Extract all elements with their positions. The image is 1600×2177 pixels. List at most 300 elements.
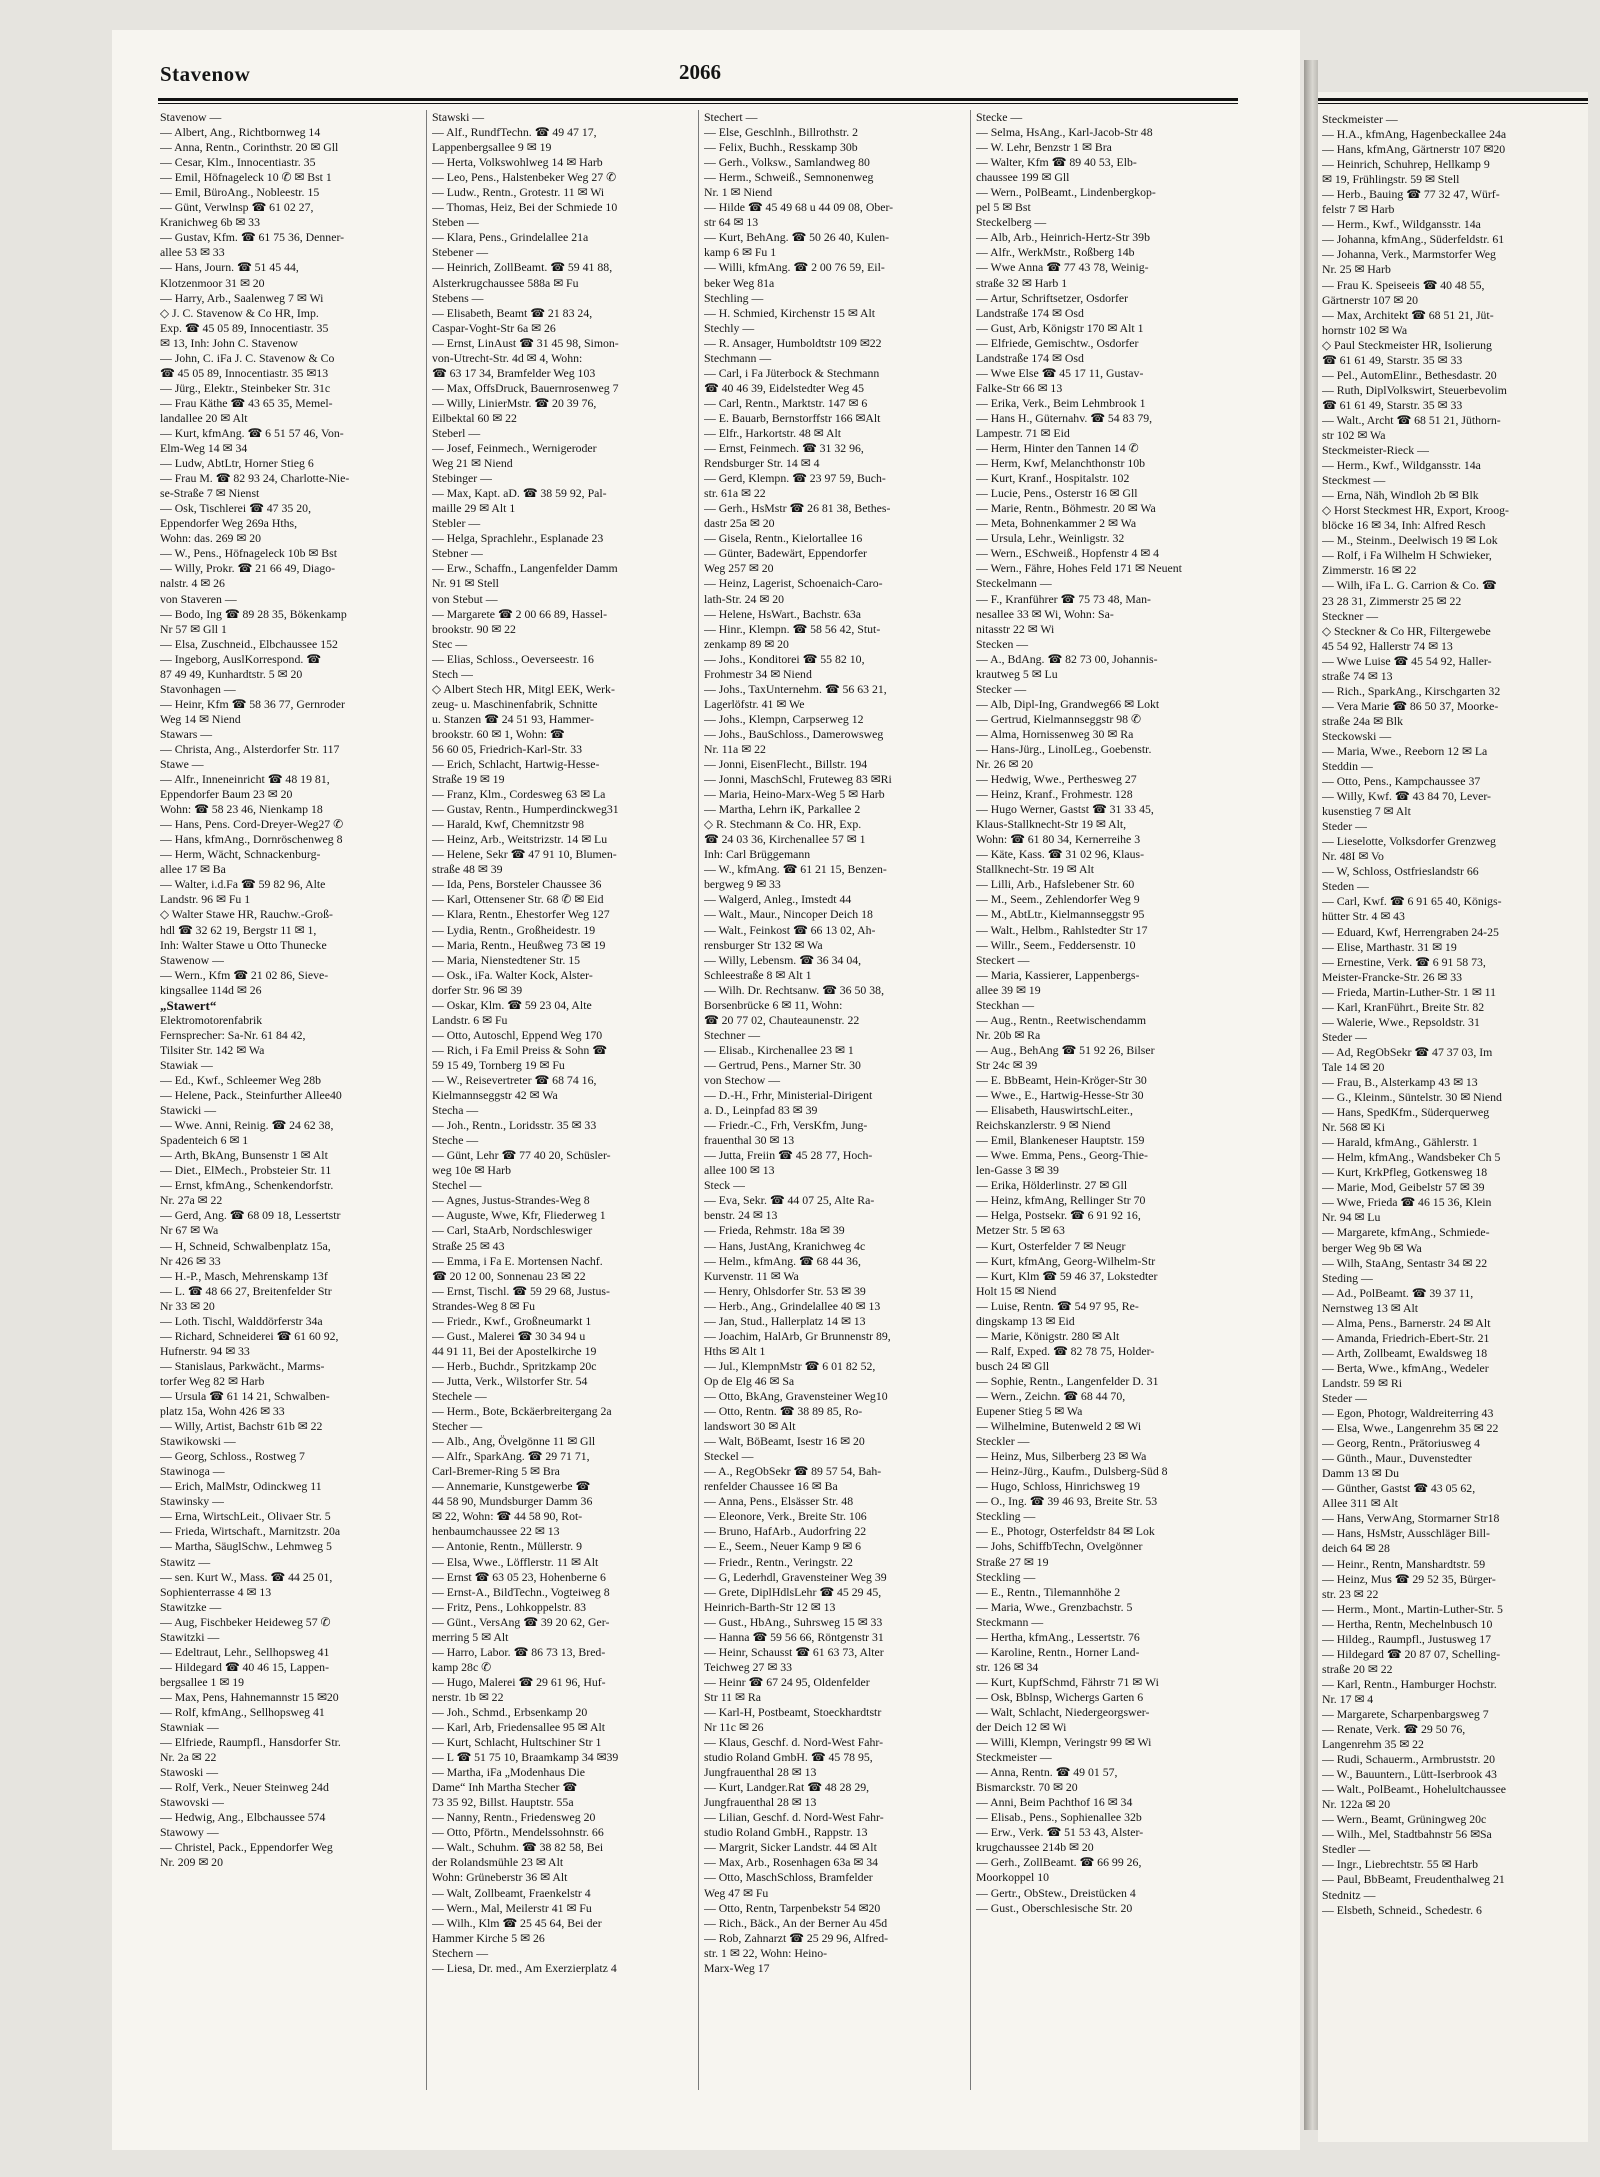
directory-entry-line: — E. Bauarb, Bernstorffstr 166 ✉Alt (704, 410, 881, 425)
page-header (160, 58, 1240, 96)
directory-entry-line: — Carl, StaArb, Nordschleswiger (432, 1223, 593, 1238)
directory-entry-line: Teichweg 27 ✉ 33 (704, 1659, 793, 1674)
directory-entry-line: — Harald, kfmAng., Gählerstr. 1 (1322, 1135, 1478, 1150)
directory-entry-line: Hths ✉ Alt 1 (704, 1343, 766, 1358)
directory-entry-line: — Elfriede, Raumpfl., Hansdorfer Str. (160, 1735, 341, 1750)
surname-heading: Steder — (1322, 1390, 1367, 1405)
directory-entry-line: deich 64 ✉ 28 (1322, 1541, 1390, 1556)
directory-entry-line: — L. ☎ 48 66 27, Breitenfelder Str (160, 1283, 332, 1298)
directory-entry-line: — Otto, Autoschl, Eppend Weg 170 (432, 1027, 603, 1042)
directory-entry-line: — Klara, Rentn., Ehestorfer Weg 127 (432, 907, 610, 922)
directory-entry-line: — Ernst, Feinmech. ☎ 31 32 96, (704, 441, 864, 456)
directory-entry-line: — Lilian, Geschf. d. Nord-West Fahr- (704, 1810, 884, 1825)
directory-entry-line: — Carl, Kwf. ☎ 6 91 65 40, Königs- (1322, 894, 1502, 909)
directory-entry-line: dorfer Str. 96 ✉ 39 (432, 982, 523, 997)
directory-entry-line: — Willy, Kwf. ☎ 43 84 70, Lever- (1322, 789, 1491, 804)
directory-entry-line: — Henry, Ohlsdorfer Str. 53 ✉ 39 (704, 1283, 866, 1298)
directory-entry-line: — Heinr ☎ 67 24 95, Oldenfelder (704, 1674, 870, 1689)
directory-entry-line: — Rolf, kfmAng., Sellhopsweg 41 (160, 1704, 325, 1719)
directory-entry-line: — Willy, LinierMstr. ☎ 20 39 76, (432, 395, 597, 410)
directory-entry-line: — O., Ing. ☎ 39 46 93, Breite Str. 53 (976, 1494, 1158, 1509)
directory-entry-line: — Helga, Postsekr. ☎ 6 91 92 16, (976, 1208, 1141, 1223)
directory-entry-line: kamp 6 ✉ Fu 1 (704, 245, 777, 260)
directory-entry-line: — Alfr., SparkAng. ☎ 29 71 71, (432, 1449, 590, 1464)
directory-entry-line: — Ernst, kfmAng., Schenkendorfstr. (160, 1178, 334, 1193)
directory-entry-line: — Liesa, Dr. med., Am Exerzierplatz 4 (432, 1960, 617, 1975)
directory-entry-line: — Grete, DiplHdlsLehr ☎ 45 29 45, (704, 1584, 882, 1599)
surname-heading: Stawovski — (160, 1795, 224, 1810)
directory-entry-line: — Elfr., Harkortstr. 48 ✉ Alt (704, 425, 842, 440)
surname-heading: Stecha — (432, 1103, 479, 1118)
directory-entry-line: ☎ 45 05 89, Innocentiastr. 35 ✉13 (160, 365, 329, 380)
directory-entry-line: — E., Seem., Neuer Kamp 9 ✉ 6 (704, 1539, 861, 1554)
directory-entry-line: Hufnerstr. 94 ✉ 33 (160, 1343, 250, 1358)
surname-heading: Steddin — (1322, 759, 1373, 774)
directory-entry-line: — M., Seem., Zehlendorfer Weg 9 (976, 892, 1140, 907)
directory-entry-line: — Anna, Rentn., Corinthstr. 20 ✉ Gll (160, 140, 339, 155)
surname-heading: Stawinsky — (160, 1494, 224, 1509)
directory-entry-line: Straße 19 ✉ 19 (432, 772, 505, 787)
directory-entry-line: — Lieselotte, Volksdorfer Grenzweg (1322, 834, 1496, 849)
directory-entry-line: busch 24 ✉ Gll (976, 1358, 1050, 1373)
directory-entry-line: — Anna, Rentn. ☎ 49 01 57, (976, 1765, 1118, 1780)
directory-entry-line: — Jan, Stud., Hallerplatz 14 ✉ 13 (704, 1313, 866, 1328)
directory-entry-line: Weg 257 ✉ 20 (704, 561, 774, 576)
directory-entry-line: — Rob, Zahnarzt ☎ 25 29 96, Alfred- (704, 1930, 889, 1945)
surname-heading: Stawe — (160, 757, 204, 772)
directory-entry-line: — Cesar, Klm., Innocentiastr. 35 (160, 155, 316, 170)
directory-entry-line: nesallee 33 ✉ Wi, Wohn: Sa- (976, 606, 1114, 621)
directory-entry-line: — Emil, Höfnageleck 10 ✆ ✉ Bst 1 (160, 170, 332, 185)
directory-entry-line: Lampestr. 71 ✉ Eid (976, 425, 1070, 440)
directory-entry-line: — Wilhelmine, Butenweld 2 ✉ Wi (976, 1419, 1142, 1434)
directory-entry-line: — Maria, Wwe., Reeborn 12 ✉ La (1322, 743, 1488, 758)
directory-entry-line: — Karl, Arb, Friedensallee 95 ✉ Alt (432, 1720, 606, 1735)
directory-entry-line: „Stawert“ (160, 997, 217, 1013)
directory-entry-line: — Maria, Nienstedtener Str. 15 (432, 952, 581, 967)
directory-entry-line: — E. BbBeamt, Hein-Kröger-Str 30 (976, 1073, 1147, 1087)
directory-entry-line: — Wilh. Dr. Rechtsanw. ☎ 36 50 38, (704, 982, 885, 997)
directory-entry-line: — Heinz-Jürg., Kaufm., Dulsberg-Süd 8 (976, 1464, 1168, 1479)
directory-entry-line: Marx-Weg 17 (704, 1960, 770, 1975)
directory-entry-line: Frohmestr 34 ✉ Niend (704, 666, 812, 681)
directory-entry-line: Nr. 26 ✉ 20 (976, 757, 1034, 772)
directory-entry-line: Str 11 ✉ Ra (704, 1689, 761, 1704)
surname-heading: Steckelberg — (976, 215, 1047, 230)
directory-column-1 (160, 110, 418, 2100)
directory-entry-line: — Ruth, DiplVolkswirt, Steuerbevolim (1322, 382, 1507, 397)
directory-entry-line: brookstr. 90 ✉ 22 (432, 621, 516, 636)
directory-entry-line: Caspar-Voght-Str 6a ✉ 26 (432, 320, 556, 335)
directory-entry-line: — Herb., Buchdr., Spritzkamp 20c (432, 1358, 597, 1373)
directory-entry-line: — Lydia, Rentn., Großheidestr. 19 (432, 922, 596, 937)
directory-entry-line: — Otto, Rentn, Tarpenbekstr 54 ✉20 (704, 1900, 881, 1915)
surname-heading: Stawitzki — (160, 1629, 220, 1644)
directory-entry-line: ☎ 61 61 49, Starstr. 35 ✉ 33 (1322, 352, 1463, 367)
directory-entry-line: — Maria, Heino-Marx-Weg 5 ✉ Harb (704, 787, 885, 802)
directory-entry-line: — Hanna ☎ 59 56 66, Röntgenstr 31 (704, 1629, 884, 1644)
directory-entry-line: platz 15a, Wohn 426 ✉ 33 (160, 1404, 285, 1419)
directory-entry-line: Nr. 568 ✉ Ki (1322, 1120, 1385, 1135)
directory-entry-line: — Edeltraut, Lehr., Sellhopsweg 41 (160, 1644, 330, 1659)
directory-entry-line: — Elsa, Wwe., Löfflerstr. 11 ✉ Alt (432, 1554, 599, 1569)
directory-entry-line: — Elisab., Kirchenallee 23 ✉ 1 (704, 1042, 854, 1057)
directory-entry-line: — Meta, Bohnenkammer 2 ✉ Wa (976, 516, 1137, 531)
directory-entry-line: Stallknecht-Str. 19 ✉ Alt (976, 862, 1095, 877)
directory-entry-line: — Wwe. Emma, Pens., Georg-Thie- (976, 1148, 1148, 1163)
surname-heading: Steding — (1322, 1270, 1373, 1285)
directory-entry-line: — Willi, kfmAng. ☎ 2 00 76 59, Eil- (704, 260, 885, 275)
directory-entry-line: ◇ Steckner & Co HR, Filtergewebe (1322, 623, 1491, 638)
directory-entry-line: — Aug., BehAng ☎ 51 92 26, Bilser (976, 1042, 1155, 1057)
directory-entry-line: krautweg 5 ✉ Lu (976, 666, 1058, 681)
surname-heading: Stawenow — (160, 952, 224, 967)
book-gutter (1304, 60, 1318, 2130)
directory-entry-line: — Herb., Bauing ☎ 77 32 47, Würf- (1322, 187, 1500, 202)
directory-entry-line: — Helga, Sprachlehr., Esplanade 23 (432, 531, 604, 546)
directory-entry-line: Nr. 17 ✉ 4 (1322, 1691, 1374, 1706)
surname-heading: Steckelmann — (976, 576, 1052, 591)
directory-entry-line: — Willy, Artist, Bachstr 61b ✉ 22 (160, 1419, 323, 1434)
directory-entry-line: — Ernst, Tischl. ☎ 59 29 68, Justus- (432, 1283, 610, 1298)
directory-entry-line: — Gust., Malerei ☎ 30 34 94 u (432, 1328, 586, 1343)
header-rule (158, 98, 1238, 104)
directory-entry-line: — Max, Architekt ☎ 68 51 21, Jüt- (1322, 307, 1494, 322)
directory-entry-line: — G, Lederhdl, Gravensteiner Weg 39 (704, 1569, 887, 1584)
directory-entry-line: — Ernestine, Verk. ☎ 6 91 58 73, (1322, 954, 1486, 969)
directory-entry-line: — Frau M. ☎ 82 93 24, Charlotte-Nie- (160, 471, 350, 486)
directory-entry-line: ☎ 61 61 49, Starstr. 35 ✉ 33 (1322, 397, 1463, 412)
directory-entry-line: 45 54 92, Hallerstr 74 ✉ 13 (1322, 638, 1453, 653)
directory-entry-line: renfelder Chaussee 16 ✉ Ba (704, 1479, 838, 1494)
directory-entry-line: — Helm., kfmAng. ☎ 68 44 36, (704, 1253, 861, 1268)
directory-entry-line: Klotzenmoor 31 ✉ 20 (160, 275, 265, 290)
column-divider (970, 110, 971, 2090)
directory-entry-line: — Auguste, Wwe, Kfr, Fliederweg 1 (432, 1208, 606, 1223)
directory-entry-line: — Heinrich, ZollBeamt. ☎ 59 41 88, (432, 260, 613, 275)
directory-entry-line: Straße 27 ✉ 19 (976, 1554, 1049, 1569)
directory-entry-line: — Lilli, Arb., Hafslebener Str. 60 (976, 877, 1135, 892)
directory-entry-line: — E., Rentn., Tilemannhöhe 2 (976, 1584, 1121, 1599)
directory-entry-line: landallee 20 ✉ Alt (160, 410, 248, 425)
directory-entry-line: — A., RegObSekr ☎ 89 57 54, Bah- (704, 1464, 882, 1479)
directory-entry-line: hdl ☎ 32 62 19, Bergstr 11 ✉ 1, (160, 922, 317, 937)
directory-entry-line: — Walt, Zollbeamt, Fraenkelstr 4 (432, 1885, 591, 1900)
directory-entry-line: — Pel., AutomElinr., Bethesdastr. 20 (1322, 367, 1497, 382)
directory-entry-line: — Hugo, Schloss, Hinrichsweg 19 (976, 1479, 1140, 1494)
directory-entry-line: Str 24c ✉ 39 (976, 1057, 1038, 1072)
directory-entry-line: Nr 11c ✉ 26 (704, 1720, 764, 1735)
directory-entry-line: Kielmannseggstr 42 ✉ Wa (432, 1088, 558, 1103)
directory-entry-line: maille 29 ✉ Alt 1 (432, 501, 516, 516)
surname-heading: Stebler — (432, 516, 481, 531)
directory-entry-line: — Heinr, Kfm ☎ 58 36 77, Gernroder (160, 696, 345, 711)
directory-entry-line: rensburger Str 132 ✉ Wa (704, 937, 823, 952)
directory-entry-line: Spadenteich 6 ✉ 1 (160, 1133, 249, 1148)
directory-entry-line: — Max, Arb., Rosenhagen 63a ✉ 34 (704, 1855, 879, 1870)
directory-entry-line: ✉ 19, Frühlingstr. 59 ✉ Stell (1322, 172, 1460, 187)
directory-entry-line: frauenthal 30 ✉ 13 (704, 1133, 795, 1148)
directory-entry-line: — Johanna, Verk., Marmstorfer Weg (1322, 247, 1496, 262)
directory-entry-line: — Carl, i Fa Jüterbock & Stechmann (704, 365, 880, 380)
directory-entry-line: — Jul., KlempnMstr ☎ 6 01 82 52, (704, 1358, 876, 1373)
directory-entry-line: — Osk, Bblnsp, Wichergs Garten 6 (976, 1689, 1144, 1704)
directory-entry-line: — Erna, WirtschLeit., Olivaer Str. 5 (160, 1509, 331, 1524)
directory-entry-line: Elektromotorenfabrik (160, 1012, 263, 1027)
directory-entry-line: von-Utrecht-Str. 4d ✉ 4, Wohn: (432, 350, 583, 365)
directory-entry-line: — Felix, Buchh., Resskamp 30b (704, 140, 858, 155)
directory-entry-line: — Heinz, Lagerist, Schoenaich-Caro- (704, 576, 883, 591)
directory-entry-line: allee 39 ✉ 19 (976, 982, 1041, 997)
surname-heading: Steckmeister — (1322, 112, 1398, 126)
directory-entry-line: allee 100 ✉ 13 (704, 1163, 775, 1178)
directory-entry-line: — Diet., ElMech., Probsteier Str. 11 (160, 1163, 332, 1178)
directory-entry-line: — Rudi, Schauerm., Armbruststr. 20 (1322, 1752, 1496, 1767)
directory-entry-line: — Lucie, Pens., Osterstr 16 ✉ Gll (976, 486, 1138, 501)
surname-heading: Steckling — (976, 1509, 1036, 1524)
page-number: 2066 (679, 60, 721, 84)
directory-entry-line: — Friedr., Kwf., Großneumarkt 1 (432, 1313, 592, 1328)
directory-entry-line: — Elisabeth, Beamt ☎ 21 83 24, (432, 305, 593, 320)
directory-entry-line: Nr. 91 ✉ Stell (432, 576, 499, 591)
directory-entry-line: — Hans, kfmAng., Dornröschenweg 8 (160, 832, 343, 847)
surname-heading: Steckhan — (976, 997, 1034, 1012)
directory-entry-line: — Christel, Pack., Eppendorfer Weg (160, 1840, 333, 1855)
surname-heading: Stavonhagen — (160, 681, 236, 696)
directory-entry-line: — Walt., Archt ☎ 68 51 21, Jüthorn- (1322, 412, 1501, 427)
directory-entry-line: — Otto, Pens., Kampchaussee 37 (1322, 774, 1481, 789)
directory-entry-line: — Erich, MalMstr, Odinckweg 11 (160, 1479, 322, 1494)
directory-entry-line: — Klaus, Geschf. d. Nord-West Fahr- (704, 1735, 884, 1750)
directory-entry-line: — Artur, Schriftsetzer, Osdorfer (976, 290, 1129, 305)
directory-column-2 (432, 110, 690, 2100)
directory-entry-line: — W., Pens., Höfnageleck 10b ✉ Bst (160, 546, 337, 561)
directory-entry-line: Jungfrauenthal 28 ✉ 13 (704, 1765, 817, 1780)
directory-entry-line: Heinrich-Barth-Str 12 ✉ 13 (704, 1599, 836, 1614)
directory-entry-line: — Otto, Pförtn., Mendelssohnstr. 66 (432, 1825, 604, 1840)
directory-entry-line: str. 23 ✉ 22 (1322, 1586, 1379, 1601)
directory-entry-line: — Alfr., WerkMstr., Roßberg 14b (976, 245, 1135, 260)
directory-entry-line: — Helene, Sekr ☎ 47 91 10, Blumen- (432, 847, 617, 862)
directory-entry-line: — Gerh., ZollBeamt. ☎ 66 99 26, (976, 1855, 1142, 1870)
surname-heading: Stedler — (1322, 1842, 1371, 1857)
directory-entry-line: — Karoline, Rentn., Horner Land- (976, 1644, 1140, 1659)
directory-entry-line: — Leo, Pens., Halstenbeker Weg 27 ✆ (432, 170, 616, 185)
directory-entry-line: — Walt., PolBeamt., Hohelultchaussee (1322, 1782, 1506, 1797)
directory-entry-line: — Elisabeth, HauswirtschLeiter., (976, 1103, 1133, 1118)
surname-heading: Stednitz — (1322, 1887, 1376, 1902)
directory-entry-line: der Deich 12 ✉ Wi (976, 1720, 1067, 1735)
directory-entry-line: — Martha, Lehrn iK, Parkallee 2 (704, 802, 861, 817)
directory-entry-line: — Renate, Verk. ☎ 29 50 76, (1322, 1722, 1466, 1737)
directory-entry-line: — Günt., VersAng ☎ 39 20 62, Ger- (432, 1614, 610, 1629)
directory-entry-line: se-Straße 7 ✉ Nienst (160, 486, 260, 501)
directory-entry-line: — Arth, BkAng, Bunsenstr 1 ✉ Alt (160, 1148, 328, 1163)
directory-entry-line: — Kurt, BehAng. ☎ 50 26 40, Kulen- (704, 230, 890, 245)
directory-entry-line: — Ingeborg, AuslKorrespond. ☎ (160, 651, 321, 666)
directory-entry-line: — Heinrich, Schuhrep, Hellkamp 9 (1322, 157, 1490, 172)
surname-heading: Stavenow — (160, 110, 222, 124)
directory-entry-line: — M., AbtLtr., Kielmannseggstr 95 (976, 907, 1145, 922)
directory-entry-line: — Kurt, Klm ☎ 59 46 37, Lokstedter (976, 1268, 1158, 1283)
directory-entry-line: — Walt., Helbm., Rahlstedter Str 17 (976, 922, 1148, 937)
directory-entry-line: — Wwe Luise ☎ 45 54 92, Haller- (1322, 653, 1492, 668)
directory-entry-line: — Thomas, Heiz, Bei der Schmiede 10 (432, 200, 618, 215)
surname-heading: Stecke — (976, 110, 1023, 124)
directory-entry-line: Wohn: das. 269 ✉ 20 (160, 531, 262, 546)
directory-entry-line: — Johs, SchiffbTechn, Ovelgönner (976, 1539, 1143, 1554)
directory-entry-line: Nernstweg 13 ✉ Alt (1322, 1300, 1419, 1315)
directory-entry-line: kusenstieg 7 ✉ Alt (1322, 804, 1411, 819)
directory-entry-line: — Walt., Schuhm. ☎ 38 82 58, Bei (432, 1840, 604, 1855)
directory-entry-line: — Willy, Lebensm. ☎ 36 34 04, (704, 952, 862, 967)
directory-entry-line: Nr. 48I ✉ Vo (1322, 849, 1384, 864)
directory-entry-line: — Kurt, Osterfelder 7 ✉ Neugr (976, 1238, 1126, 1253)
directory-entry-line: Eupener Stieg 5 ✉ Wa (976, 1404, 1083, 1419)
directory-entry-line: — Willi, Klempn, Veringstr 99 ✉ Wi (976, 1735, 1152, 1750)
directory-entry-line: — Bruno, HafArb., Audorfring 22 (704, 1524, 867, 1539)
directory-entry-line: — Kurt, KupfSchmd, Fährstr 71 ✉ Wi (976, 1674, 1159, 1689)
directory-entry-line: ✉ 13, Inh: John C. Stavenow (160, 335, 299, 350)
directory-entry-line: bergsallee 1 ✉ 19 (160, 1674, 245, 1689)
directory-entry-line: — Hans, SpedKfm., Süderquerweg (1322, 1105, 1490, 1120)
surname-heading: Stawars — (160, 726, 213, 741)
directory-entry-line: — Otto, MaschSchloss, Bramfelder (704, 1870, 873, 1885)
directory-entry-line: landswort 30 ✉ Alt (704, 1419, 796, 1434)
directory-entry-line: — Heinr., Rentn, Manshardtstr. 59 (1322, 1556, 1486, 1571)
directory-entry-line: — Klara, Pens., Grindelallee 21a (432, 230, 589, 245)
directory-entry-line: — Wwe Anna ☎ 77 43 78, Weinig- (976, 260, 1149, 275)
directory-entry-line: — Margrit, Sicker Landstr. 44 ✉ Alt (704, 1840, 877, 1855)
directory-entry-line: Nr. 2a ✉ 22 (160, 1750, 217, 1765)
directory-entry-line: — Frau K. Speiseeis ☎ 40 48 55, (1322, 277, 1485, 292)
directory-entry-line: — Günther, Gastst ☎ 43 05 62, (1322, 1481, 1476, 1496)
directory-entry-line: Falke-Str 66 ✉ 13 (976, 380, 1063, 395)
directory-entry-line: u. Stanzen ☎ 24 51 93, Hammer- (432, 711, 594, 726)
directory-entry-line: ◇ Paul Steckmeister HR, Isolierung (1322, 337, 1492, 352)
directory-entry-line: henbaumchaussee 22 ✉ 13 (432, 1524, 560, 1539)
directory-entry-line: krugchaussee 214b ✉ 20 (976, 1840, 1094, 1855)
directory-entry-line: Weg 14 ✉ Niend (160, 711, 241, 726)
surname-heading: Steckner — (1322, 608, 1379, 623)
surname-heading: Steckmeister-Rieck — (1322, 443, 1429, 458)
directory-entry-line: — Günt, Lehr ☎ 77 40 20, Schüsler- (432, 1148, 611, 1163)
directory-entry-line: — Elsa, Wwe., Langenrehm 35 ✉ 22 (1322, 1421, 1499, 1436)
directory-entry-line: — Paul, BbBeamt, Freudenthalweg 21 (1322, 1872, 1505, 1887)
directory-entry-line: — Albert, Ang., Richtbornweg 14 (160, 125, 321, 140)
surname-heading: Stawiak — (160, 1057, 213, 1072)
directory-entry-line: Lagerlöfstr. 41 ✉ We (704, 696, 805, 711)
directory-entry-line: — Annemarie, Kunstgewerbe ☎ (432, 1479, 591, 1494)
directory-entry-line: weg 10e ✉ Harb (432, 1163, 512, 1178)
directory-entry-line: — Berta, Wwe., kfmAng., Wedeler (1322, 1360, 1489, 1375)
directory-entry-line: — Hans, JustAng, Kranichweg 4c (704, 1238, 866, 1253)
directory-entry-line: — Egon, Photogr, Waldreiterring 43 (1322, 1406, 1494, 1421)
directory-entry-line: Zimmerstr. 16 ✉ 22 (1322, 563, 1417, 578)
directory-entry-line: — Georg, Schloss., Rostweg 7 (160, 1449, 305, 1464)
directory-entry-line: — R. Ansager, Humboldtstr 109 ✉22 (704, 335, 882, 350)
directory-entry-line: — Gertr., ObStew., Dreistücken 4 (976, 1885, 1136, 1900)
adjacent-page-column (1322, 112, 1580, 2132)
surname-heading: Stec — (432, 636, 468, 651)
directory-entry-line: — Stanislaus, Parkwächt., Marms- (160, 1358, 325, 1373)
directory-entry-line: — Walt, Schlacht, Niedergeorgswer- (976, 1704, 1150, 1719)
surname-heading: Stawitz — (160, 1554, 211, 1569)
surname-heading: Stebens — (432, 290, 484, 305)
directory-entry-line: Landstraße 174 ✉ Osd (976, 350, 1084, 365)
directory-entry-line: — Walter, Kfm ☎ 89 40 53, Elb- (976, 155, 1137, 170)
directory-column-4 (976, 110, 1234, 2100)
surname-heading: von Stechow — (704, 1073, 781, 1087)
surname-heading: Stechern — (432, 1945, 489, 1960)
directory-entry-line: Nr. 27a ✉ 22 (160, 1193, 223, 1208)
directory-entry-line: — Hilde ☎ 45 49 68 u 44 09 08, Ober- (704, 200, 894, 215)
directory-entry-line: Nr. 94 ✉ Lu (1322, 1210, 1381, 1225)
directory-entry-line: — Eleonore, Verk., Breite Str. 106 (704, 1509, 867, 1524)
directory-entry-line: — H. Schmied, Kirchenstr 15 ✉ Alt (704, 305, 876, 320)
directory-entry-line: Nr. 122a ✉ 20 (1322, 1797, 1391, 1812)
directory-entry-line: Damm 13 ✉ Du (1322, 1466, 1400, 1481)
directory-entry-line: Wohn: Grüneberstr 36 ✉ Alt (432, 1870, 568, 1885)
directory-entry-line: straße 74 ✉ 13 (1322, 668, 1393, 683)
directory-entry-line: — Willy, Prokr. ☎ 21 66 49, Diago- (160, 561, 336, 576)
directory-entry-line: Borsenbrücke 6 ✉ 11, Wohn: (704, 997, 843, 1012)
directory-entry-line: — Alb, Dipl-Ing, Grandweg66 ✉ Lokt (976, 696, 1160, 711)
directory-entry-line: Rendsburger Str. 14 ✉ 4 (704, 456, 820, 471)
directory-entry-line: — Joh., Rentn., Loridsstr. 35 ✉ 33 (432, 1118, 597, 1133)
directory-entry-line: — Kurt, Kranf., Hospitalstr. 102 (976, 471, 1130, 486)
directory-entry-line: — Walerie, Wwe., Repsoldstr. 31 (1322, 1014, 1480, 1029)
directory-entry-line: ☎ 20 77 02, Chauteaunenstr. 22 (704, 1012, 860, 1027)
directory-entry-line: — Oskar, Klm. ☎ 59 23 04, Alte (432, 997, 592, 1012)
directory-entry-line: torfer Weg 82 ✉ Harb (160, 1373, 265, 1388)
directory-entry-line: kamp 28c ✆ (432, 1659, 492, 1674)
directory-entry-line: — F., Kranführer ☎ 75 73 48, Man- (976, 591, 1151, 606)
directory-entry-line: — Wwe., E., Hartwig-Hesse-Str 30 (976, 1088, 1144, 1103)
directory-entry-line: — Erw., Schaffn., Langenfelder Damm (432, 561, 618, 576)
directory-entry-line: — Karl, Rentn., Hamburger Hochstr. (1322, 1676, 1497, 1691)
surname-heading: Steck — (704, 1178, 745, 1193)
directory-entry-line: blöcke 16 ✉ 34, Inh: Alfred Resch (1322, 518, 1486, 533)
directory-entry-line: — Selma, HsAng., Karl-Jacob-Str 48 (976, 125, 1153, 140)
directory-entry-line: — Hedwig, Ang., Elbchaussee 574 (160, 1810, 326, 1825)
directory-entry-line: — Wilh., Klm ☎ 25 45 64, Bei der (432, 1915, 602, 1930)
directory-entry-line: — Karl, Ottensener Str. 68 ✆ ✉ Eid (432, 892, 604, 907)
directory-entry-line: — Wern., Beamt, Grüningweg 20c (1322, 1812, 1487, 1827)
directory-entry-line: — Günter, Badewärt, Eppendorfer (704, 546, 867, 561)
directory-entry-line: — Johs., Konditorei ☎ 55 82 10, (704, 651, 865, 666)
directory-entry-line: — Jonni, MaschSchl, Fruteweg 83 ✉Ri (704, 772, 892, 787)
adjacent-page (1318, 92, 1588, 2142)
directory-entry-line: Inh: Walter Stawe u Otto Thunecke (160, 937, 327, 952)
directory-entry-line: — Martha, iFa „Modenhaus Die (432, 1765, 585, 1780)
directory-entry-line: — Wwe, Frieda ☎ 46 15 36, Klein (1322, 1195, 1492, 1210)
directory-entry-line: — Helm, kfmAng., Wandsbeker Ch 5 (1322, 1150, 1501, 1165)
directory-entry-line: — Ursula ☎ 61 14 21, Schwalben- (160, 1388, 330, 1403)
directory-entry-line: — Jutta, Verk., Wilstorfer Str. 54 (432, 1373, 588, 1388)
directory-entry-line: — Else, Geschlnh., Billrothstr. 2 (704, 125, 859, 140)
directory-entry-line: zeug- u. Maschinenfabrik, Schnitte (432, 696, 598, 711)
directory-entry-line: nitasstr 22 ✉ Wi (976, 621, 1055, 636)
directory-entry-line: — Herm., Bote, Bckäerbreitergang 2a (432, 1404, 612, 1419)
directory-entry-line: — Herm, Hinter den Tannen 14 ✆ (976, 441, 1139, 456)
directory-entry-line: Kranichweg 6b ✉ 33 (160, 215, 260, 230)
directory-entry-line: — Wern., Kfm ☎ 21 02 86, Sieve- (160, 967, 329, 982)
directory-entry-line: — Rich, i Fa Emil Preiss & Sohn ☎ (432, 1042, 607, 1057)
directory-entry-line: — Gerd, Ang. ☎ 68 09 18, Lessertstr (160, 1208, 341, 1223)
directory-entry-line: — Helene, HsWart., Bachstr. 63a (704, 606, 861, 621)
directory-entry-line: — Emma, i Fa E. Mortensen Nachf. (432, 1253, 603, 1268)
